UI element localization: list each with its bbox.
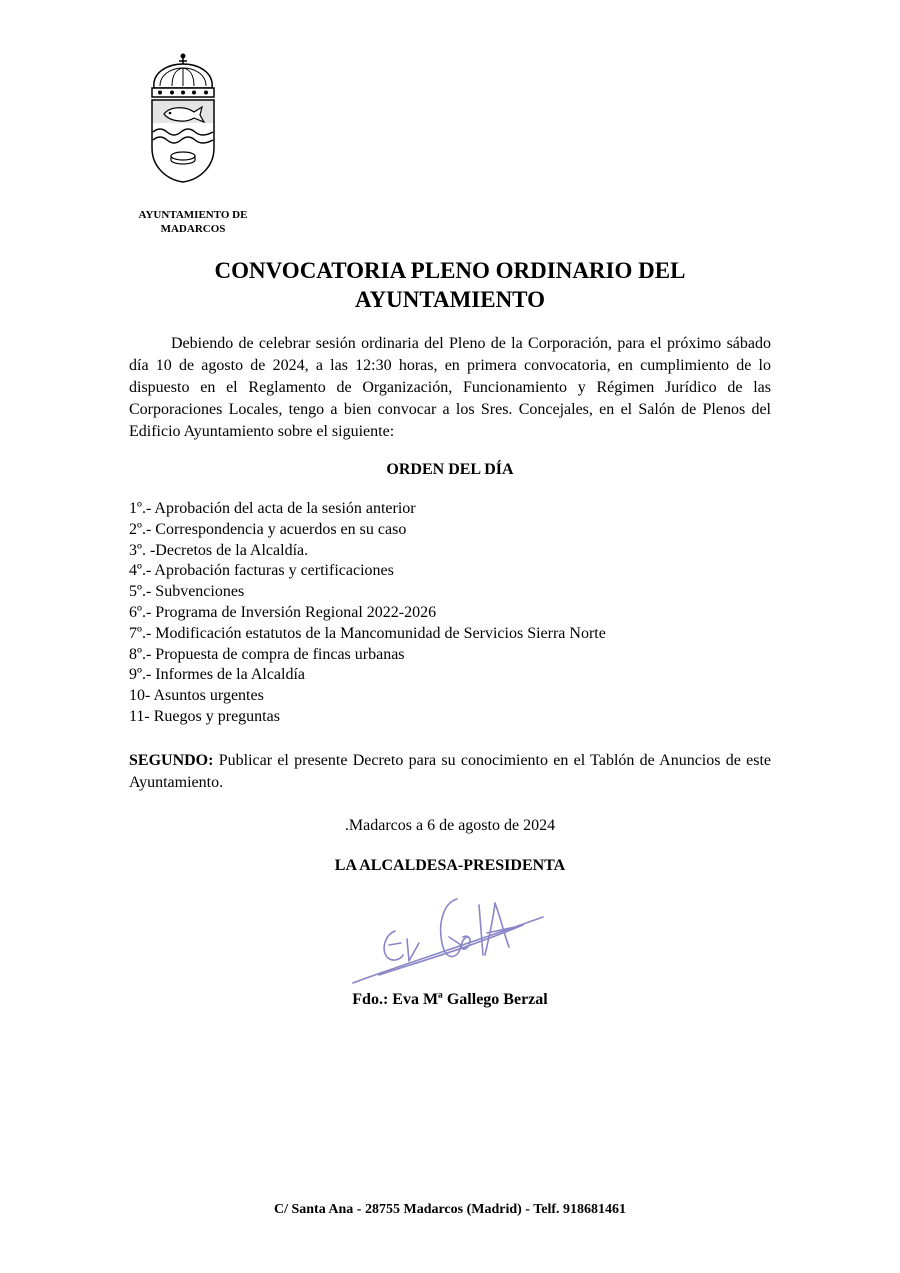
agenda-item: 10- Asuntos urgentes: [129, 687, 264, 705]
title-line-2: AYUNTAMIENTO: [355, 287, 545, 312]
organization-line-1: AYUNTAMIENTO DE: [138, 209, 248, 221]
organization-name: [118, 208, 268, 236]
agenda-item: 7º.- Modificación estatutos de la Mancomunidad de Servicios Sierra Norte: [129, 624, 606, 642]
agenda-item: 1º.- Aprobación del acta de la sesión anterior: [129, 500, 416, 517]
agenda-heading: ORDEN DEL DÍA: [386, 461, 514, 478]
agenda-item: 2º.- Correspondencia y acuerdos en su caso: [129, 520, 407, 538]
agenda-item: 5º.- Subvenciones: [129, 583, 245, 601]
organization-line-2: MADARCOS: [160, 223, 226, 235]
intro-paragraph: Debiendo de celebrar sesión ordinaria del Pleno de la Corporación, para el próximo sábado día 10 de agosto de 2024, a las 12:30 horas, en primera convocatoria, en cumplimiento de lo dispuesto en el Reglamento de Organización, Funcionamiento y Régimen Jurídico de las Corporaciones Locales, tengo a bien convocar a los Sres. Concejales, en el Salón de Plenos del Edificio Ayuntamiento sobre el siguiente:: [129, 335, 771, 440]
agenda-item: 6º.- Programa de Inversión Regional 2022-2026: [129, 603, 437, 621]
agenda-item: 3º. -Decretos de la Alcaldía.: [129, 541, 309, 559]
signature-image: [345, 885, 550, 990]
agenda-item: 4º.- Aprobación facturas y certificaciones: [129, 562, 394, 580]
agenda-item: 8º.- Propuesta de compra de fincas urbanas: [129, 645, 405, 663]
signed-by: Fdo.: Eva Mª Gallego Berzal: [352, 991, 548, 1008]
footer-address: C/ Santa Ana - 28755 Madarcos (Madrid) - Telf. 918681461: [273, 1202, 627, 1217]
agenda-item: 11- Ruegos y preguntas: [129, 707, 280, 725]
second-text: Publicar el presente Decreto para su conocimiento en el Tablón de Anuncios de este Ayuntamiento.: [129, 752, 771, 791]
document-title: [100, 256, 800, 314]
signatory-role: LA ALCALDESA-PRESIDENTA: [334, 857, 566, 874]
title-line-1: CONVOCATORIA PLENO ORDINARIO DEL: [214, 258, 686, 283]
second-label: SEGUNDO:: [129, 752, 214, 769]
agenda-list: [129, 499, 771, 728]
place-date: .Madarcos a 6 de agosto de 2024: [344, 817, 556, 834]
coat-of-arms-icon: [146, 52, 220, 184]
second-paragraph: [129, 750, 771, 794]
agenda-item: 9º.- Informes de la Alcaldía: [129, 666, 306, 684]
